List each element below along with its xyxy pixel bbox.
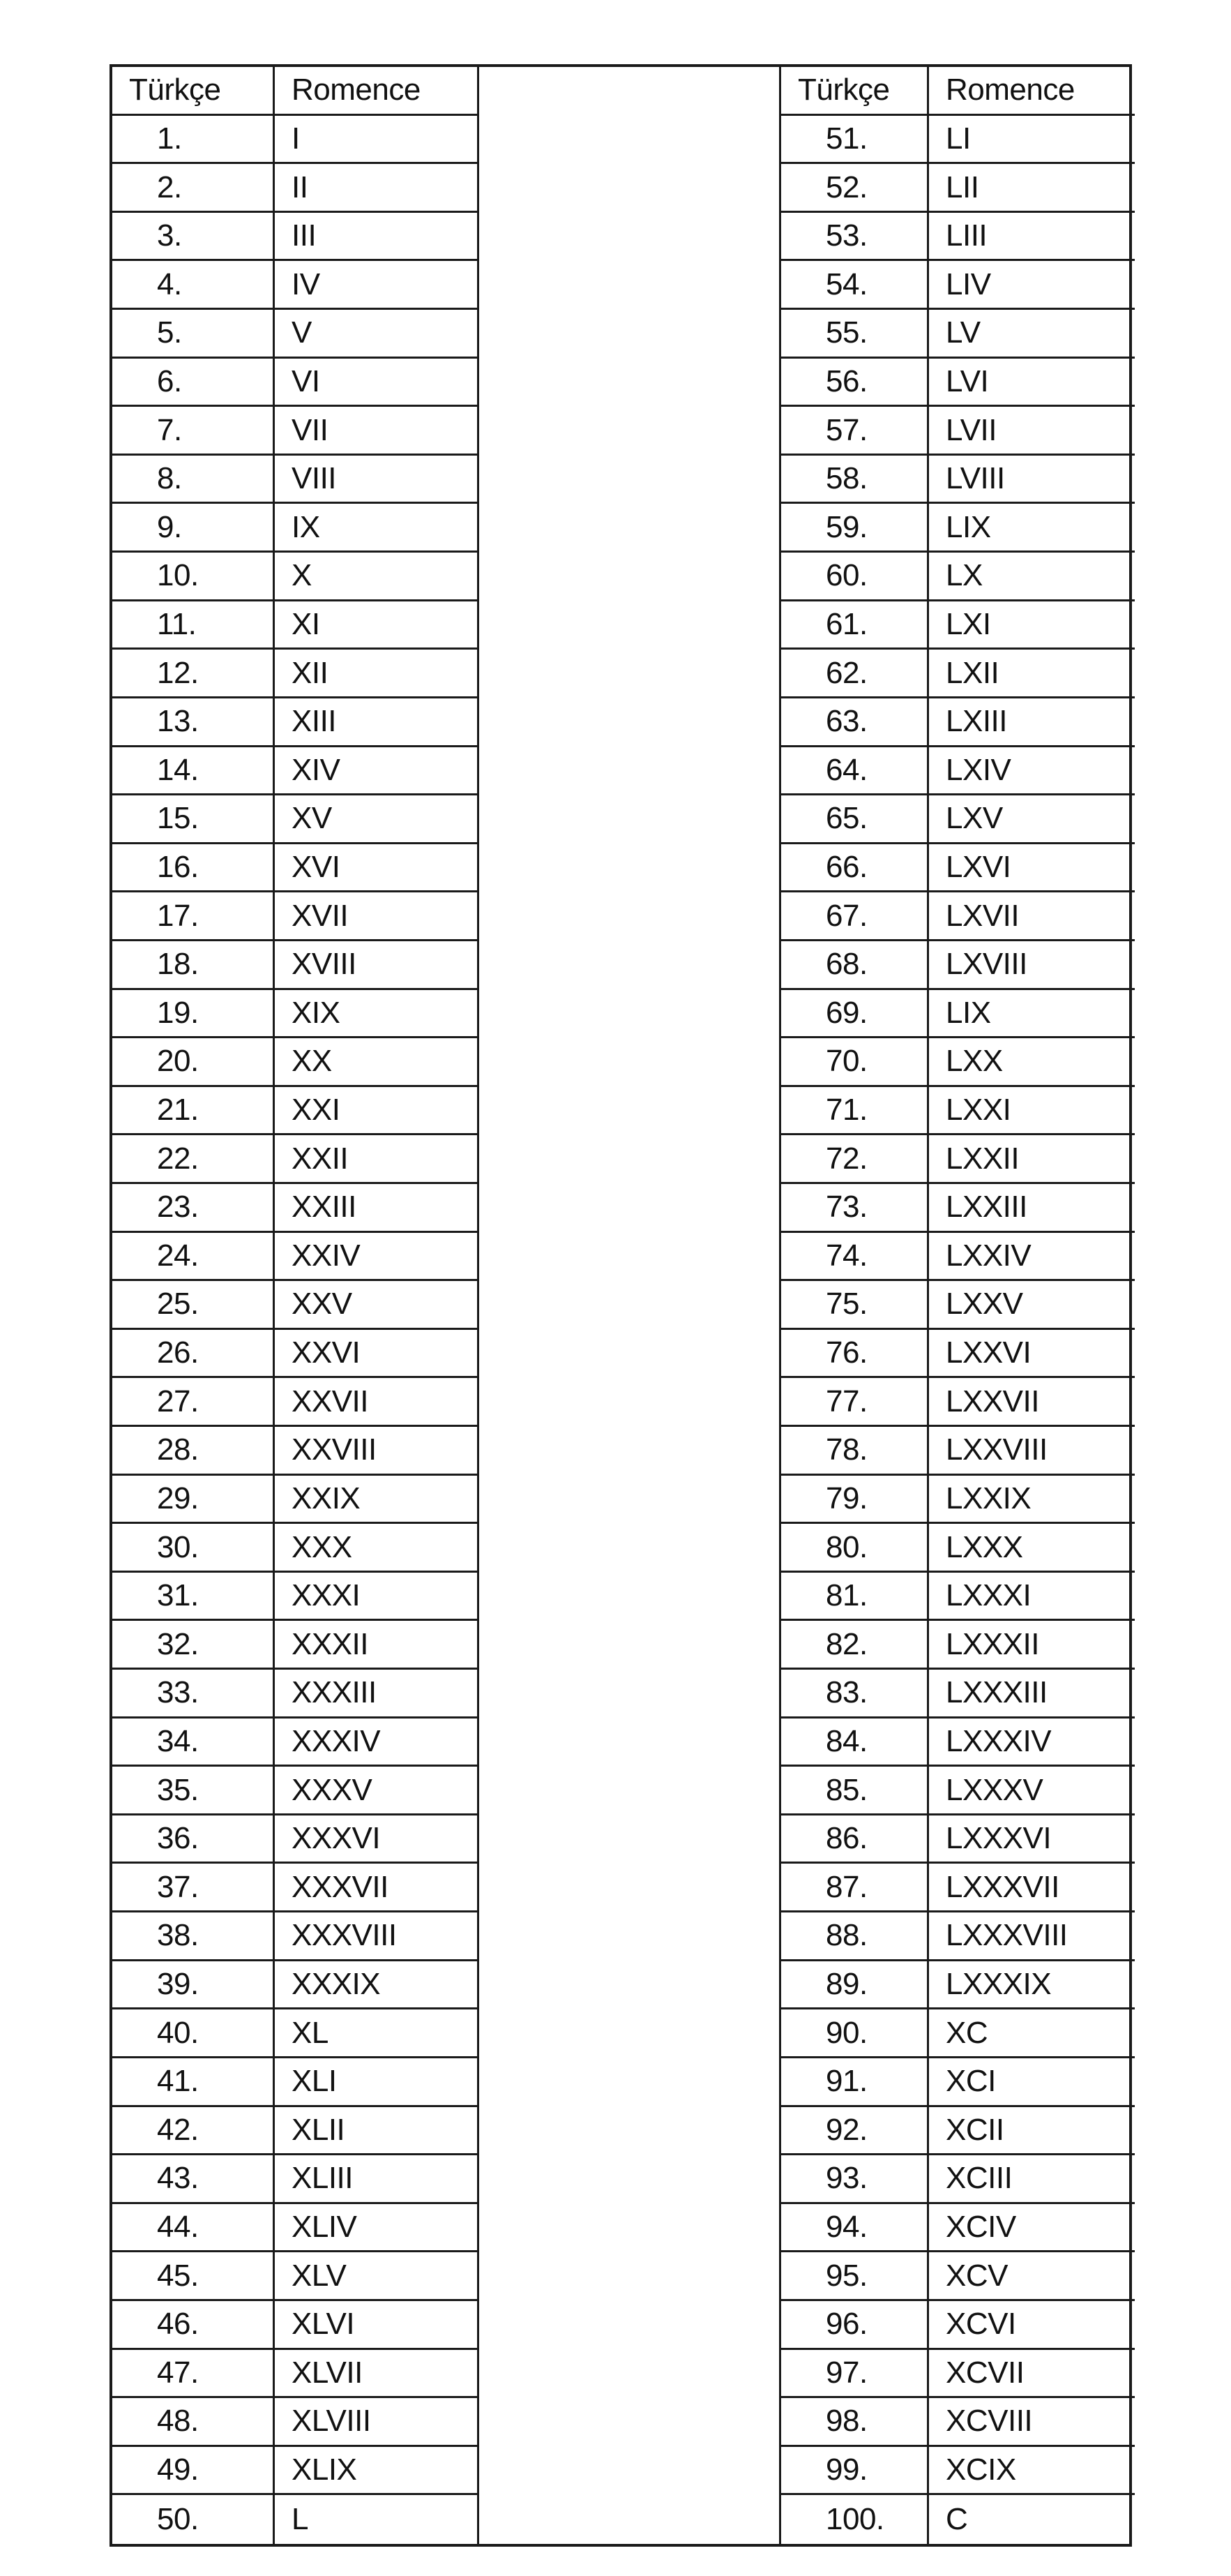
right-turkce-cell: 58. — [781, 456, 929, 504]
right-turkce-cell: 89. — [781, 1961, 929, 2010]
right-romence-cell: LXXX — [929, 1524, 1135, 1573]
left-romence-cell: XVIII — [275, 941, 479, 990]
right-romence-cell: LXXXVI — [929, 1815, 1135, 1864]
right-romence-cell: C — [946, 2502, 968, 2537]
left-turkce-cell: 31. — [112, 1573, 275, 1622]
right-turkce-cell: 94. — [781, 2204, 929, 2253]
right-romence-cell: LVII — [929, 407, 1135, 456]
left-turkce-cell: 24. — [112, 1233, 275, 1282]
right-turkce-cell: 55. — [781, 310, 929, 359]
right-romence-cell: LXIII — [929, 698, 1135, 747]
left-turkce-cell: 47. — [112, 2350, 275, 2399]
left-turkce-cell: 26. — [112, 1330, 275, 1379]
right-turkce-cell: 71. — [781, 1087, 929, 1136]
right-turkce-cell: 72. — [781, 1135, 929, 1184]
blank-gap-column — [479, 67, 781, 2544]
right-turkce-cell: 100. — [781, 2495, 929, 2544]
right-turkce-cell: 64. — [781, 747, 929, 796]
right-turkce-cell: 70. — [781, 1038, 929, 1087]
right-romence-cell: LXXXI — [929, 1573, 1135, 1622]
left-turkce-cell: 17. — [112, 892, 275, 941]
left-romence-cell: XXXII — [275, 1621, 479, 1670]
left-romence-cell: XLVII — [275, 2350, 479, 2399]
left-romence-cell: XXII — [275, 1135, 479, 1184]
left-romence-cell: XV — [275, 795, 479, 844]
right-turkce-cell: 65. — [781, 795, 929, 844]
left-romence-cell: X — [275, 553, 479, 601]
right-romence-cell: LXXVII — [929, 1378, 1135, 1427]
right-romence-cell: LXIV — [929, 747, 1135, 796]
left-turkce-cell: 19. — [112, 990, 275, 1039]
right-turkce-cell: 60. — [781, 553, 929, 601]
left-romence-cell: II — [275, 164, 479, 213]
header-right-romence: Romence — [929, 67, 1135, 116]
right-turkce-cell: 51. — [781, 116, 929, 165]
left-turkce-cell: 45. — [112, 2252, 275, 2301]
left-romence-cell: IV — [275, 261, 479, 310]
left-romence-cell: XLVI — [275, 2301, 479, 2350]
right-turkce-cell: 73. — [781, 1184, 929, 1233]
left-turkce-cell: 10. — [112, 553, 275, 601]
left-turkce-cell: 15. — [112, 795, 275, 844]
left-romence-cell: XVII — [275, 892, 479, 941]
right-romence-cell: LXXIV — [929, 1233, 1135, 1282]
left-turkce-cell: 42. — [112, 2107, 275, 2156]
roman-numeral-table — [109, 64, 1132, 2547]
left-romence-cell: XXVII — [275, 1378, 479, 1427]
header-left-romence: Romence — [275, 67, 479, 116]
right-romence-cell: LII — [929, 164, 1135, 213]
right-romence-cell: LXXXIII — [929, 1670, 1135, 1718]
right-turkce-cell: 85. — [781, 1767, 929, 1815]
right-romence-cell: LXXXVII — [929, 1864, 1135, 1912]
right-turkce-cell: 66. — [781, 844, 929, 893]
left-romence-cell: XXV — [275, 1281, 479, 1330]
left-romence-cell: VI — [275, 359, 479, 407]
left-romence-cell: XXXVII — [275, 1864, 479, 1912]
right-romence-cell: LXXIX — [929, 1476, 1135, 1525]
right-turkce-cell: 74. — [781, 1233, 929, 1282]
left-romence-cell: XXXIII — [275, 1670, 479, 1718]
left-romence-cell: XXXVIII — [275, 1912, 479, 1961]
left-turkce-cell: 21. — [112, 1087, 275, 1136]
left-turkce-cell: 28. — [112, 1427, 275, 1476]
right-romence-cell: LXII — [929, 650, 1135, 698]
left-turkce-cell: 18. — [112, 941, 275, 990]
left-romence-cell: XXIX — [275, 1476, 479, 1525]
right-romence-cell: LIII — [929, 213, 1135, 262]
left-romence-cell: XXXV — [275, 1767, 479, 1815]
right-romence-cell: LXXVI — [929, 1330, 1135, 1379]
left-turkce-cell: 16. — [112, 844, 275, 893]
left-turkce-cell: 44. — [112, 2204, 275, 2253]
right-turkce-cell: 80. — [781, 1524, 929, 1573]
right-turkce-cell: 62. — [781, 650, 929, 698]
left-turkce-cell: 12. — [112, 650, 275, 698]
right-turkce-cell: 53. — [781, 213, 929, 262]
right-romence-cell: LXVI — [929, 844, 1135, 893]
left-romence-cell: XXIII — [275, 1184, 479, 1233]
right-romence-cell: XCVII — [929, 2350, 1135, 2399]
left-turkce-cell: 14. — [112, 747, 275, 796]
right-romence-cell: LIX — [929, 504, 1135, 553]
right-turkce-cell: 63. — [781, 698, 929, 747]
right-turkce-cell: 69. — [781, 990, 929, 1039]
left-turkce-cell: 46. — [112, 2301, 275, 2350]
right-turkce-cell: 79. — [781, 1476, 929, 1525]
right-romence-cell: LXXV — [929, 1281, 1135, 1330]
right-romence-cell: LXVII — [929, 892, 1135, 941]
left-turkce-cell: 33. — [112, 1670, 275, 1718]
right-romence-cell: LXXXII — [929, 1621, 1135, 1670]
right-turkce-cell: 61. — [781, 601, 929, 650]
left-romence-cell: XXVIII — [275, 1427, 479, 1476]
left-romence-cell: XXXI — [275, 1573, 479, 1622]
right-turkce-cell: 54. — [781, 261, 929, 310]
left-romence-cell: XIX — [275, 990, 479, 1039]
right-romence-cell: LIV — [929, 261, 1135, 310]
right-turkce-cell: 82. — [781, 1621, 929, 1670]
left-romence-cell: XIV — [275, 747, 479, 796]
right-turkce-cell: 86. — [781, 1815, 929, 1864]
right-romence-cell: XCI — [929, 2058, 1135, 2107]
left-turkce-cell: 50. — [112, 2495, 275, 2544]
left-turkce-cell: 38. — [112, 1912, 275, 1961]
left-turkce-cell: 5. — [112, 310, 275, 359]
right-turkce-cell: 84. — [781, 1718, 929, 1767]
left-romence-cell: L — [275, 2495, 479, 2544]
left-turkce-cell: 34. — [112, 1718, 275, 1767]
left-turkce-cell: 8. — [112, 456, 275, 504]
right-romence-cell: LXI — [929, 601, 1135, 650]
right-romence-cell: XCIV — [929, 2204, 1135, 2253]
header-left-turkce: Türkçe — [112, 67, 275, 116]
left-romence-cell: XX — [275, 1038, 479, 1087]
left-turkce-cell: 49. — [112, 2447, 275, 2496]
right-turkce-cell: 99. — [781, 2447, 929, 2496]
left-romence-cell: XLIV — [275, 2204, 479, 2253]
right-romence-cell: LI — [929, 116, 1135, 165]
right-romence-cell: LV — [929, 310, 1135, 359]
right-turkce-cell: 98. — [781, 2398, 929, 2447]
left-romence-cell: IX — [275, 504, 479, 553]
right-romence-cell: XCIX — [929, 2447, 1135, 2496]
left-romence-cell: XXIV — [275, 1233, 479, 1282]
left-turkce-cell: 25. — [112, 1281, 275, 1330]
left-turkce-cell: 11. — [112, 601, 275, 650]
left-romence-cell: XII — [275, 650, 479, 698]
header-right-turkce: Türkçe — [781, 67, 929, 116]
right-turkce-cell: 91. — [781, 2058, 929, 2107]
right-romence-cell: LXX — [929, 1038, 1135, 1087]
right-turkce-cell: 52. — [781, 164, 929, 213]
left-romence-cell: III — [275, 213, 479, 262]
left-turkce-cell: 43. — [112, 2155, 275, 2204]
left-turkce-cell: 39. — [112, 1961, 275, 2010]
right-romence-cell: LVIII — [929, 456, 1135, 504]
left-turkce-cell: 27. — [112, 1378, 275, 1427]
right-turkce-cell: 90. — [781, 2009, 929, 2058]
right-romence-cell: LXXXIX — [929, 1961, 1135, 2010]
left-turkce-cell: 36. — [112, 1815, 275, 1864]
left-romence-cell: XXVI — [275, 1330, 479, 1379]
right-romence-cell: LXXII — [929, 1135, 1135, 1184]
right-turkce-cell: 95. — [781, 2252, 929, 2301]
right-turkce-cell: 67. — [781, 892, 929, 941]
left-turkce-cell: 35. — [112, 1767, 275, 1815]
right-romence-cell: XCII — [929, 2107, 1135, 2156]
left-romence-cell: V — [275, 310, 479, 359]
left-turkce-cell: 20. — [112, 1038, 275, 1087]
left-romence-cell: XLIX — [275, 2447, 479, 2496]
left-romence-cell: XLV — [275, 2252, 479, 2301]
right-romence-cell: LXXXVIII — [929, 1912, 1135, 1961]
left-romence-cell: XXXVI — [275, 1815, 479, 1864]
left-romence-cell: I — [275, 116, 479, 165]
right-turkce-cell: 68. — [781, 941, 929, 990]
left-turkce-cell: 22. — [112, 1135, 275, 1184]
right-turkce-cell: 83. — [781, 1670, 929, 1718]
right-romence-cell: LXXIII — [929, 1184, 1135, 1233]
left-turkce-cell: 3. — [112, 213, 275, 262]
right-romence-cell: XCV — [929, 2252, 1135, 2301]
right-turkce-cell: 87. — [781, 1864, 929, 1912]
left-romence-cell: XXXIX — [275, 1961, 479, 2010]
right-turkce-cell: 88. — [781, 1912, 929, 1961]
right-turkce-cell: 92. — [781, 2107, 929, 2156]
left-romence-cell: XI — [275, 601, 479, 650]
right-romence-cell: XC — [929, 2009, 1135, 2058]
left-romence-cell: XIII — [275, 698, 479, 747]
left-turkce-cell: 13. — [112, 698, 275, 747]
right-turkce-cell: 81. — [781, 1573, 929, 1622]
left-turkce-cell: 7. — [112, 407, 275, 456]
right-romence-cell: LXXVIII — [929, 1427, 1135, 1476]
left-turkce-cell: 30. — [112, 1524, 275, 1573]
right-turkce-cell: 59. — [781, 504, 929, 553]
left-romence-cell: VII — [275, 407, 479, 456]
right-turkce-cell: 96. — [781, 2301, 929, 2350]
right-romence-cell: XCVI — [929, 2301, 1135, 2350]
right-romence-cell: LXV — [929, 795, 1135, 844]
right-turkce-cell: 57. — [781, 407, 929, 456]
left-romence-cell: XXXIV — [275, 1718, 479, 1767]
left-romence-cell: XLII — [275, 2107, 479, 2156]
left-romence-cell: XVI — [275, 844, 479, 893]
left-turkce-cell: 37. — [112, 1864, 275, 1912]
right-romence-cell: LXXXV — [929, 1767, 1135, 1815]
right-turkce-cell: 78. — [781, 1427, 929, 1476]
left-turkce-cell: 6. — [112, 359, 275, 407]
left-turkce-cell: 23. — [112, 1184, 275, 1233]
right-romence-cell: LVI — [929, 359, 1135, 407]
right-romence-cell: LXXXIV — [929, 1718, 1135, 1767]
right-turkce-cell: 56. — [781, 359, 929, 407]
left-romence-cell: XXX — [275, 1524, 479, 1573]
right-romence-cell: LX — [929, 553, 1135, 601]
right-turkce-cell: 76. — [781, 1330, 929, 1379]
left-romence-cell: XLVIII — [275, 2398, 479, 2447]
left-turkce-cell: 32. — [112, 1621, 275, 1670]
right-turkce-cell: 93. — [781, 2155, 929, 2204]
left-turkce-cell: 1. — [112, 116, 275, 165]
left-romence-cell: XXI — [275, 1087, 479, 1136]
left-turkce-cell: 29. — [112, 1476, 275, 1525]
left-romence-cell: XL — [275, 2009, 479, 2058]
left-turkce-cell: 41. — [112, 2058, 275, 2107]
right-romence-cell: XCVIII — [929, 2398, 1135, 2447]
right-romence-cell: XCIII — [929, 2155, 1135, 2204]
left-turkce-cell: 4. — [112, 261, 275, 310]
left-romence-cell: XLIII — [275, 2155, 479, 2204]
left-turkce-cell: 48. — [112, 2398, 275, 2447]
right-romence-cell: LIX — [929, 990, 1135, 1039]
right-romence-cell: LXXI — [929, 1087, 1135, 1136]
left-romence-cell: XLI — [275, 2058, 479, 2107]
left-romence-cell: VIII — [275, 456, 479, 504]
right-romence-cell: LXVIII — [929, 941, 1135, 990]
right-turkce-cell: 97. — [781, 2350, 929, 2399]
left-turkce-cell: 40. — [112, 2009, 275, 2058]
left-turkce-cell: 9. — [112, 504, 275, 553]
right-turkce-cell: 77. — [781, 1378, 929, 1427]
left-turkce-cell: 2. — [112, 164, 275, 213]
right-turkce-cell: 75. — [781, 1281, 929, 1330]
